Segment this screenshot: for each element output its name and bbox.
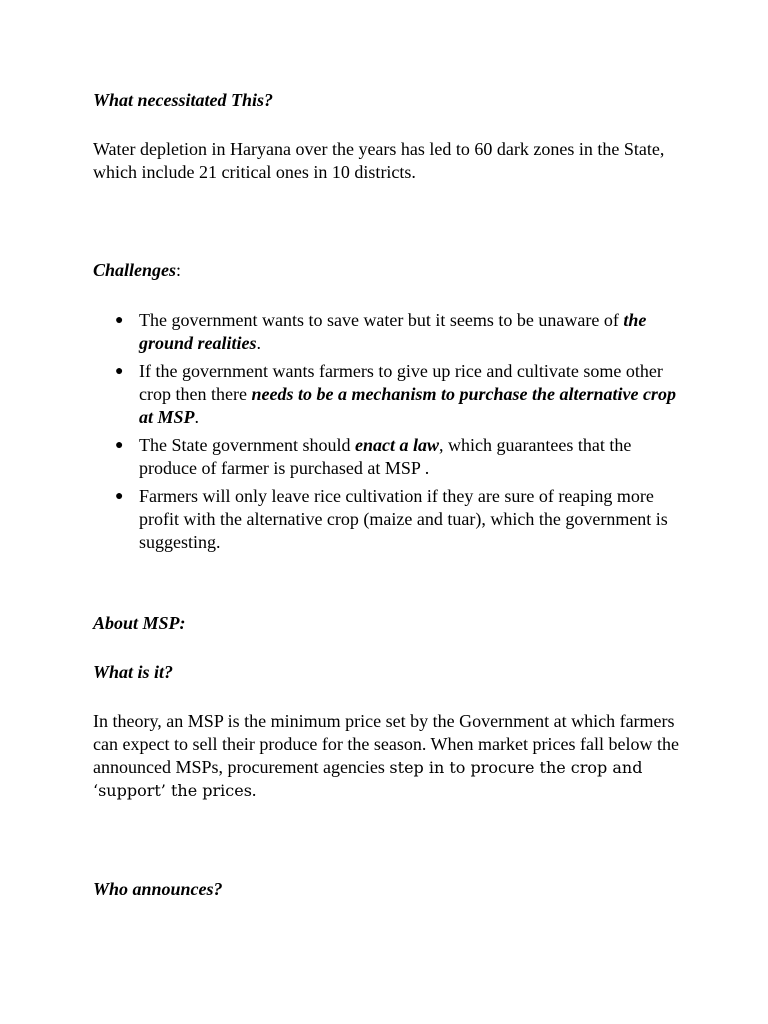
bullet-text-end: . xyxy=(256,333,262,353)
bullet-text: If the government wants farmers to give up rice and cultivate some other crop then there xyxy=(139,361,663,404)
bullet-item xyxy=(93,360,683,429)
heading-challenges xyxy=(93,259,181,282)
bullet-text-end: , which guarantees that the produce of farmer is purchased at MSP . xyxy=(139,435,632,478)
bullet-text: The State government should xyxy=(139,435,355,455)
paragraph-water-depletion: Water depletion in Haryana over the years has led to 60 dark zones in the State, which include 21 critical ones in 10 districts. xyxy=(93,139,665,182)
msp-definition-tail: step in to procure the crop and ‘support’ the prices xyxy=(93,758,643,800)
bullet-text-end: . xyxy=(194,407,200,427)
bullet-emphasis: enact a law xyxy=(354,435,439,455)
bullet-dot-icon: ● xyxy=(115,313,124,328)
heading-what-necessitated: What necessitated This? xyxy=(93,90,274,110)
bullet-dot-icon: ● xyxy=(115,364,124,379)
heading-about-msp: About MSP: xyxy=(93,613,186,633)
bullet-emphasis: the ground realities xyxy=(139,310,647,353)
bullet-text: The government wants to save water but it seems to be unaware of xyxy=(139,310,624,330)
bullet-item xyxy=(93,434,683,480)
bullet-dot-icon: ● xyxy=(115,489,124,504)
bullet-text: Farmers will only leave rice cultivation if they are sure of reaping more profit with the alternative crop (maize and tuar), which the government is suggesting. xyxy=(139,486,668,552)
heading-challenges-colon: : xyxy=(176,260,182,280)
bullet-item xyxy=(93,309,683,355)
heading-what-is-it: What is it? xyxy=(93,662,174,682)
bullet-emphasis: needs to be a mechanism to purchase the alternative crop at MSP xyxy=(139,384,676,427)
heading-who-announces: Who announces? xyxy=(93,879,223,899)
paragraph-msp-definition xyxy=(93,710,683,802)
heading-challenges-text: Challenges xyxy=(93,260,177,280)
bullet-item xyxy=(93,485,683,554)
challenges-bullet-list xyxy=(93,309,683,559)
bullet-dot-icon: ● xyxy=(115,438,124,453)
msp-definition-end: . xyxy=(251,780,257,800)
msp-definition-text: In theory, an MSP is the minimum price set by the Government at which farmers can expect to sell their produce for the season. When market prices fall below the announced MSPs, procurement agencies xyxy=(93,711,679,777)
